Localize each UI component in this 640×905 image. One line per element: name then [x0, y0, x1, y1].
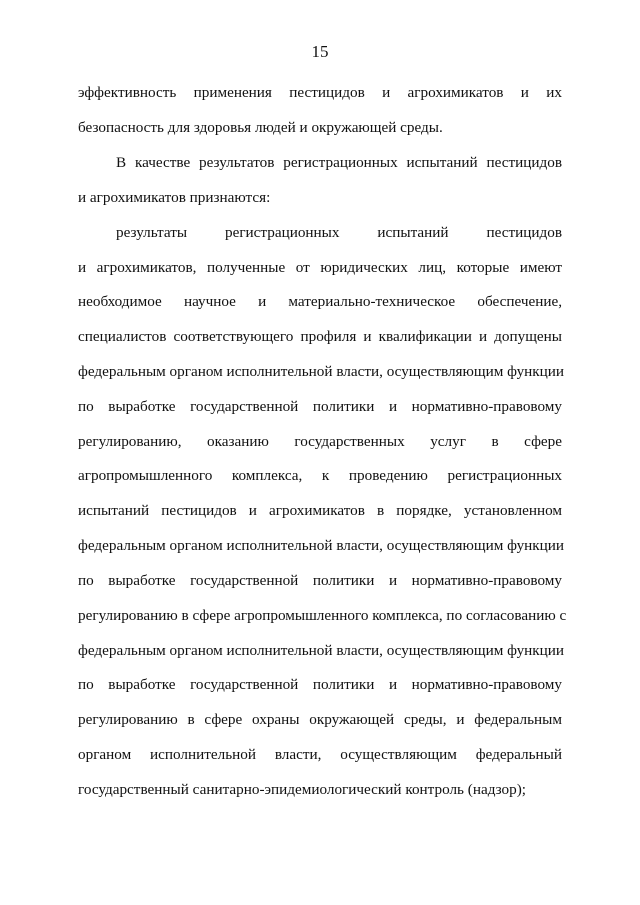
- text-line: испытаний пестицидов и агрохимикатов в порядке, установленном: [78, 502, 562, 519]
- text-line: специалистов соответствующего профиля и квалификации и допущены: [78, 328, 562, 345]
- page-number: 15: [311, 42, 329, 61]
- text-line: федеральным органом исполнительной власти, осуществляющим функции: [78, 363, 565, 380]
- text-line: и агрохимикатов признаются:: [78, 189, 271, 206]
- text-line: федеральным органом исполнительной власти, осуществляющим функции: [78, 642, 565, 659]
- text-line: результаты регистрационных испытаний пестицидов: [116, 224, 562, 241]
- text-line: регулированию в сфере агропромышленного комплекса, по согласованию с: [78, 607, 567, 624]
- text-line: государственный санитарно-эпидемиологический контроль (надзор);: [78, 781, 526, 798]
- text-line: и агрохимикатов, полученные от юридических лиц, которые имеют: [78, 259, 562, 276]
- text-line: необходимое научное и материально-техническое обеспечение,: [78, 293, 562, 310]
- text-line: В качестве результатов регистрационных испытаний пестицидов: [116, 154, 562, 171]
- text-line: регулированию в сфере охраны окружающей среды, и федеральным: [78, 711, 562, 728]
- text-line: по выработке государственной политики и нормативно-правовому: [78, 572, 562, 589]
- text-line: агропромышленного комплекса, к проведению регистрационных: [78, 467, 562, 484]
- text-line: по выработке государственной политики и нормативно-правовому: [78, 676, 562, 693]
- text-line: безопасность для здоровья людей и окружающей среды.: [78, 119, 443, 136]
- text-line: регулированию, оказанию государственных услуг в сфере: [78, 433, 562, 450]
- text-line: по выработке государственной политики и нормативно-правовому: [78, 398, 562, 415]
- text-line: органом исполнительной власти, осуществляющим федеральный: [78, 746, 562, 763]
- text-line: федеральным органом исполнительной власти, осуществляющим функции: [78, 537, 565, 554]
- text-line: эффективность применения пестицидов и агрохимикатов и их: [78, 84, 562, 101]
